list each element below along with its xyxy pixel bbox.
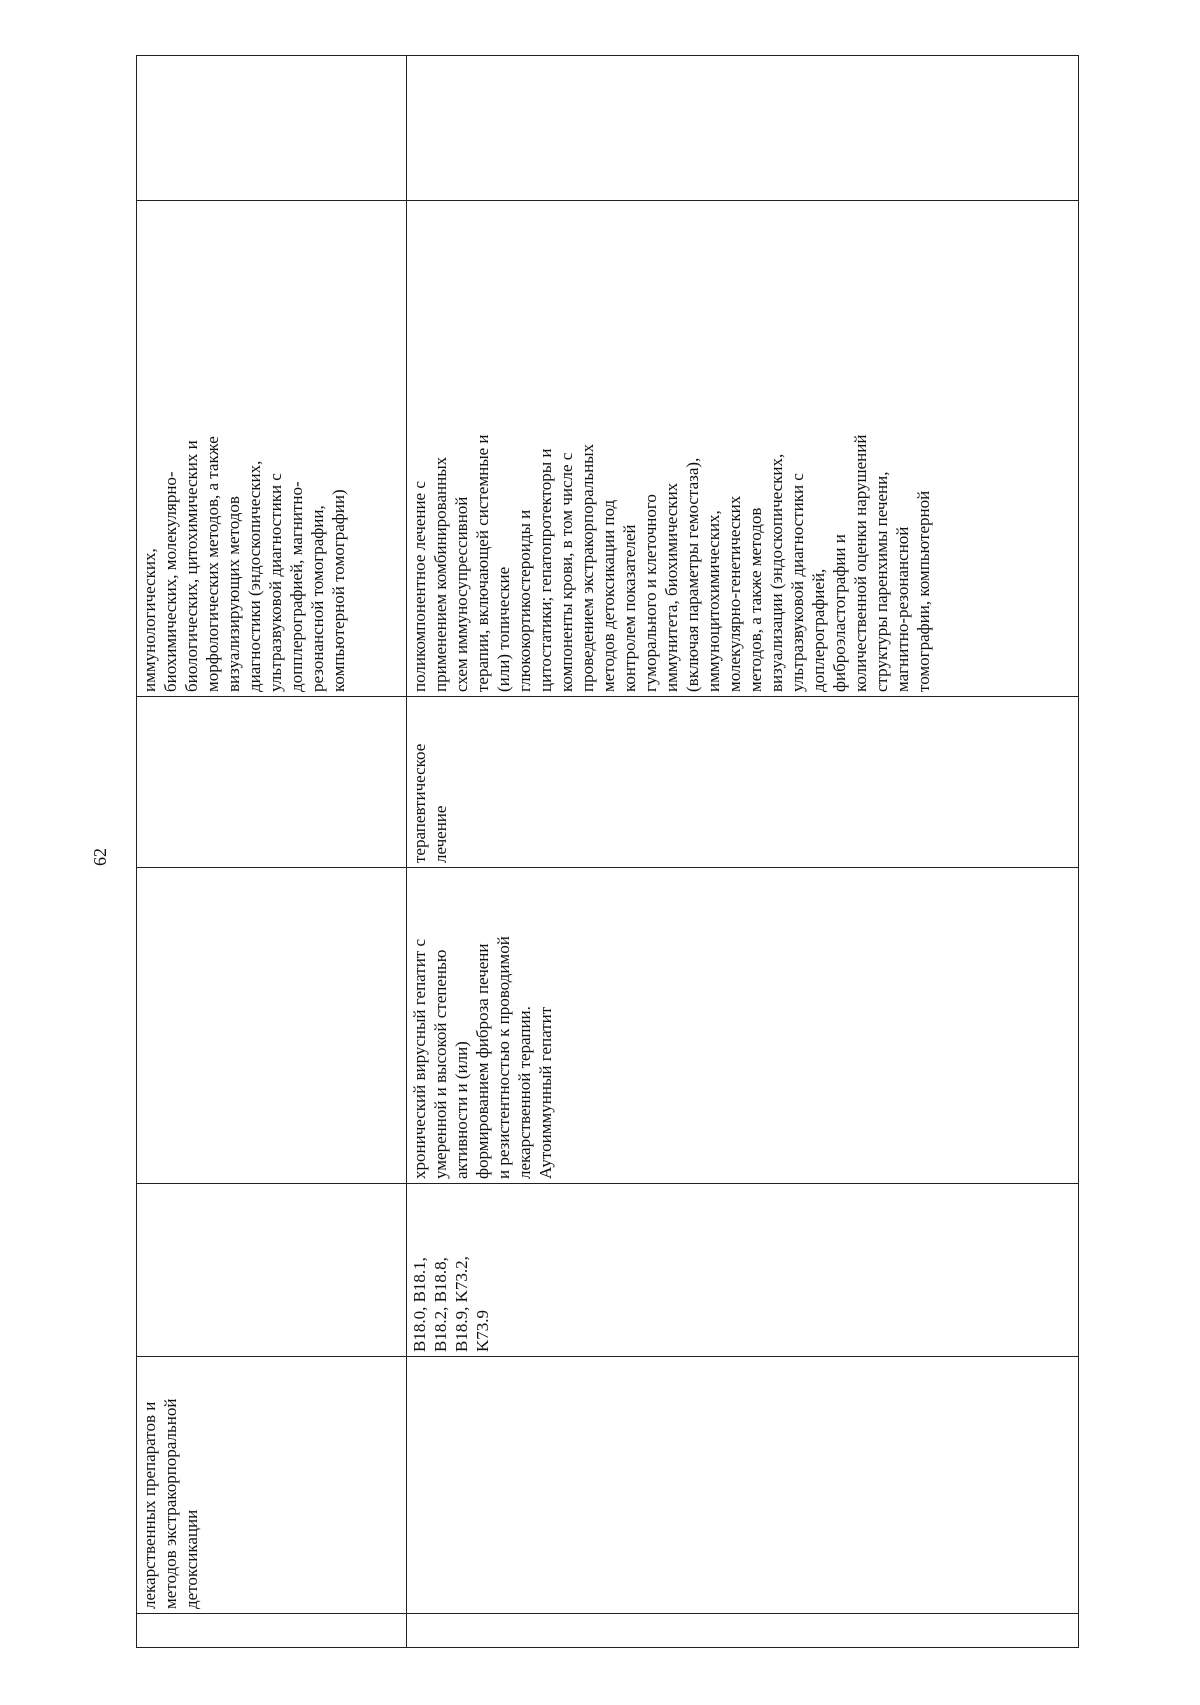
cell-treatment-method: иммунологических, биохимических, молекулярно- биологических, цитохимических и морфологических методов, а также визуализирующих методов диагностики (эндоскопических, ультразвуковой диагностики с допплерографией, магнитно- резонансной томографии, компьютерной томографии) [137,201,407,697]
page-number: 62 [90,848,110,866]
cell-number [407,1614,1079,1648]
cell-number [137,1614,407,1648]
cell-treatment-type [137,697,407,868]
table-row [407,56,1079,1648]
cell-icd-codes: B18.0, B18.1, B18.2, B18.8, B18.9, K73.2, K73.9 [407,1184,1079,1357]
rotated-table-wrapper [136,56,1078,1648]
cell-method-group [407,1357,1079,1614]
cell-method-group: лекарственных препаратов и методов экстракорпоральной детоксикации [137,1357,407,1614]
table-row [137,56,407,1648]
cell-patient-model: хронический вирусный гепатит с умеренной и высокой степенью активности и (или) формированием фиброза печени и резистентностью к проводимой лекарственной терапии. Аутоиммунный гепатит [407,868,1079,1184]
cell-cost [407,56,1079,201]
cell-icd-codes [137,1184,407,1357]
treatment-table [136,55,1079,1648]
cell-treatment-method: поликомпонентное лечение с применением комбинированных схем иммуносупрессивной терапии, включающей системные и (или) топические глюкокортикостероиды и цитостатики; гепатопротекторы и компоненты крови, в том числе с проведением экстракорпоральных методов детоксикации под контролем показателей гуморального и клеточного иммунитета, биохимических (включая параметры гемостаза), иммуноцитохимических, молекулярно-генетических методов, а также методов визуализации (эндоскопических, ультразвуковой диагностики с доплерографией, фиброэластографии и количественной оценки нарушений структуры паренхимы печени, магнитно-резонансной томографии, компьютерной [407,201,1079,697]
cell-treatment-type: терапевтическое лечение [407,697,1079,868]
cell-cost [137,56,407,201]
cell-patient-model [137,868,407,1184]
